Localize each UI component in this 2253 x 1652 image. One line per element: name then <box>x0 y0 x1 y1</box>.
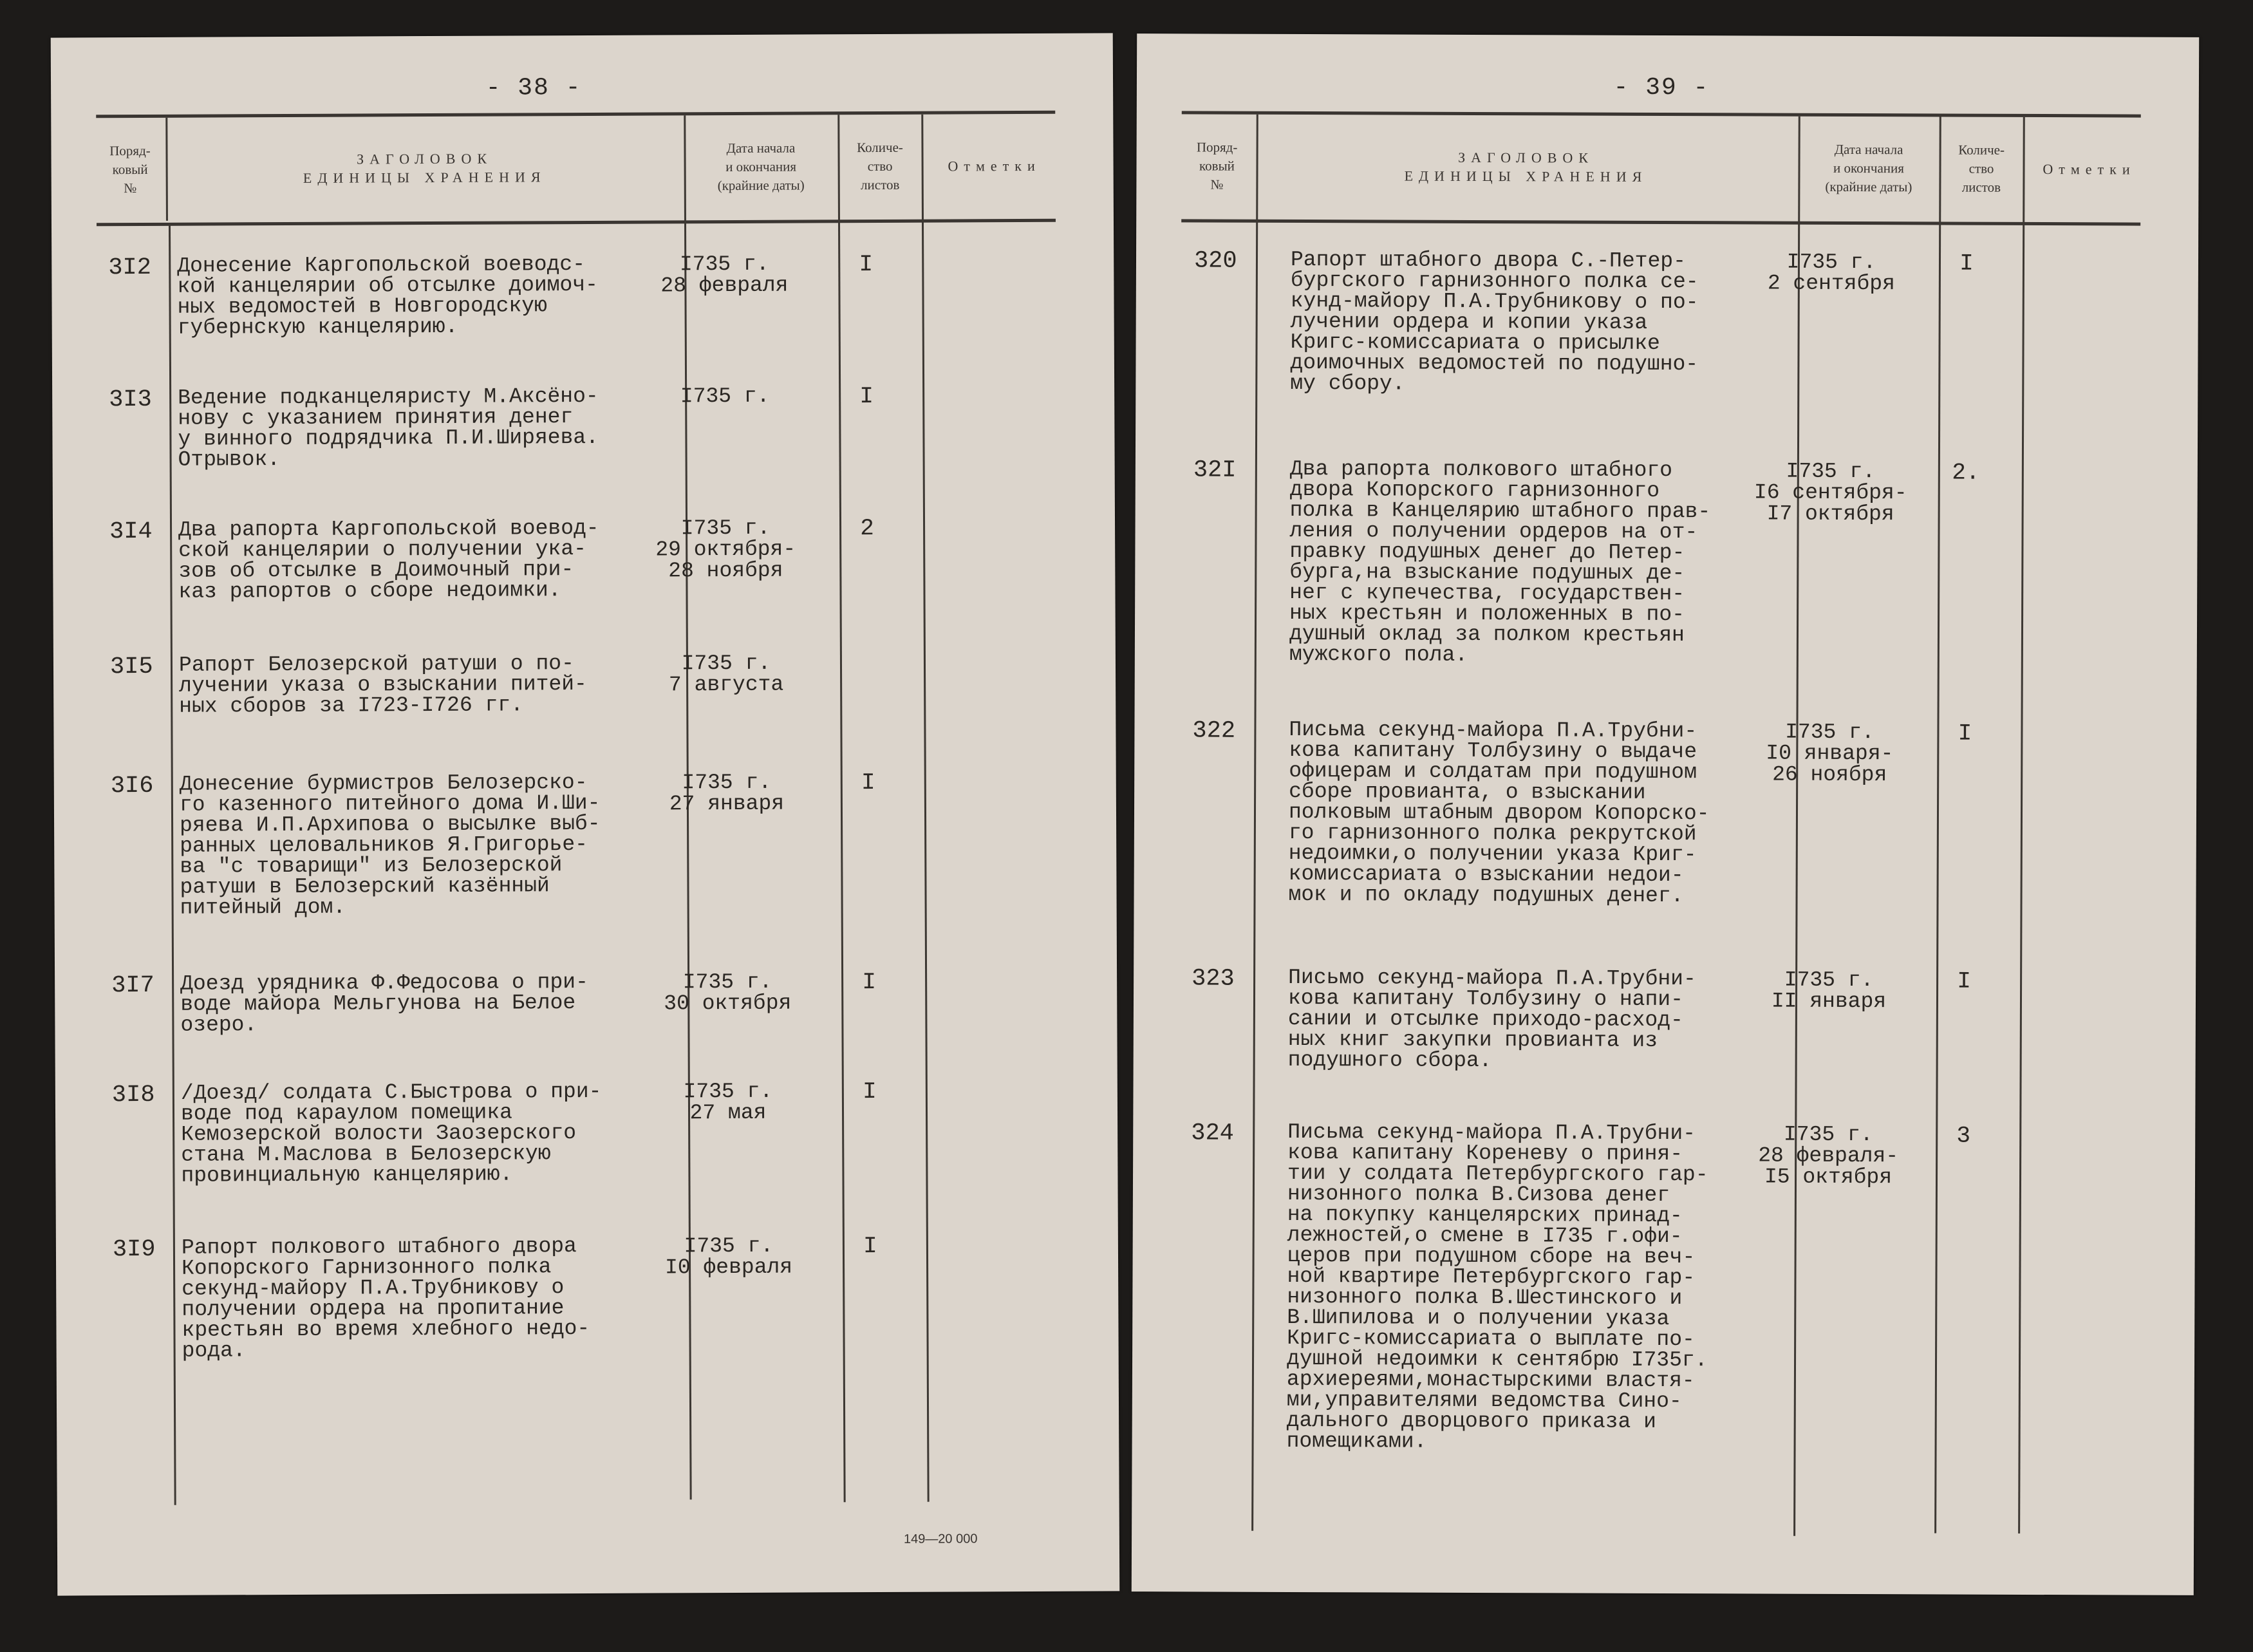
table-row <box>1134 965 2196 1073</box>
header-top-rule <box>96 111 1055 118</box>
row-dates: I735 г. 28 февраля <box>660 252 789 298</box>
table-row <box>51 251 1114 340</box>
header-title: ЗАГОЛОВОК ЕДИНИЦЫ ХРАНЕНИЯ <box>1404 149 1648 185</box>
row-sheets: 3 <box>1956 1122 1971 1149</box>
table-row <box>53 515 1115 604</box>
header-sheets: Количе- ство листов <box>857 139 903 192</box>
row-sheets: I <box>863 1233 877 1260</box>
row-sheets: I <box>862 969 877 996</box>
column-divider <box>1251 115 1258 1531</box>
header-notes: Отметки <box>948 157 1041 174</box>
row-dates: I735 г. 27 января <box>669 770 785 816</box>
row-dates: I735 г. 27 мая <box>683 1079 773 1125</box>
row-title: Донесение Каргопольской воеводс- кой канцелярии об отсылке доимоч- ных ведомостей в Новгородскую губернскую канцелярию. <box>177 252 599 340</box>
table-row <box>1133 1120 2195 1454</box>
row-title: Два рапорта Каргопольской воевод- ской канцелярии о получении ука- зов об отсылке в Доимочный при- каз рапортов о сборе недоимки. <box>178 516 599 604</box>
row-sheets: I <box>1958 720 1972 747</box>
header-title: ЗАГОЛОВОК ЕДИНИЦЫ ХРАНЕНИЯ <box>303 150 547 186</box>
row-number: 324 <box>1191 1120 1234 1147</box>
row-sheets: I <box>1959 250 1974 277</box>
row-number: 3I5 <box>109 653 153 681</box>
row-dates: I735 г. <box>680 384 770 409</box>
row-dates: I735 г. I0 января- 26 ноября <box>1766 720 1894 787</box>
header-top-rule <box>1182 111 2141 117</box>
print-code: 149—20 000 <box>903 1532 978 1546</box>
row-dates: I735 г. 30 октября <box>664 970 792 1016</box>
row-title: Письмо секунд-майора П.А.Трубни- кова капитану Толбузину о напи- сании и отсылке приходо-расход- ных книг закупки провианта из подушного сбора. <box>1287 965 1696 1073</box>
row-sheets: I <box>859 251 874 278</box>
column-divider <box>1934 117 1941 1533</box>
row-sheets: I <box>862 1078 877 1105</box>
row-number: 3I3 <box>109 386 152 414</box>
row-title: Рапорт Белозерской ратуши о по- лучении указа о взыскании питей- ных сборов за I723-I726 гг. <box>178 652 587 718</box>
row-title: Письма секунд-майора П.А.Трубни- кова капитану Толбузину о выдаче офицерам и солдатам при подушном сборе провианта, о взыскании полковым штабным двором Копорско- го гарнизонного полка рекрутской недоимки,о получении указа Криг- комиссариата о взыскании недои- мок и по окладу подушных денег. <box>1288 717 1710 908</box>
row-sheets: I <box>1957 968 1971 995</box>
column-divider <box>169 224 176 1505</box>
row-title: Ведение подканцеляристу М.Аксёно- нову с указанием принятия денег у винного подрядчика П.И.Ширяева. Отрывок. <box>178 384 599 472</box>
row-number: 3I8 <box>111 1081 155 1109</box>
header-bottom-rule <box>1181 219 2140 225</box>
row-number: 3I2 <box>108 254 152 282</box>
table-row <box>54 769 1116 920</box>
header-dates: Дата начала и окончания (крайние даты) <box>1825 141 1912 194</box>
row-dates: I735 г. 2 сентября <box>1767 250 1895 296</box>
row-title: Донесение бурмистров Белозерско- го казенного питейного дома И.Ши- ряева И.П.Архипова о высылке выб- ранных целовальников Я.Григорье- ва "с товарищи" из Белозерской ратуши в Белозерский казённый питейный дом. <box>179 770 601 920</box>
page-number: - 38 - <box>485 74 582 102</box>
row-number: 323 <box>1192 965 1235 993</box>
row-title: /Доезд/ солдата С.Быстрова о при- воде под караулом помещика Кемозерской волости Заозерского стана М.Маслова в Белозерскую провинциальную канцелярию. <box>180 1079 602 1188</box>
column-divider <box>837 115 845 1502</box>
row-dates: I735 г. 28 февраля- I5 октября <box>1758 1122 1899 1190</box>
table-row <box>55 1078 1117 1188</box>
row-dates: I735 г. II января <box>1771 968 1887 1014</box>
table-row <box>1136 247 2198 396</box>
header-sheets: Количе- ство листов <box>1958 142 2005 195</box>
row-dates: I735 г. I0 февраля <box>664 1234 793 1280</box>
row-number: 322 <box>1192 717 1236 745</box>
row-dates: I735 г. I6 сентября- I7 октября <box>1753 459 1907 527</box>
column-divider <box>2018 117 2025 1534</box>
header-dates: Дата начала и окончания (крайние даты) <box>717 140 805 193</box>
row-number: 3I6 <box>110 772 154 800</box>
row-sheets: 2. <box>1952 459 1980 486</box>
header-notes: Отметки <box>2043 160 2136 178</box>
table-row <box>53 651 1116 718</box>
row-number: 3I4 <box>109 518 153 546</box>
header-number: Поряд- ковый № <box>1196 138 1238 192</box>
row-title: Доезд урядника Ф.Федосова о при- воде майора Мельгунова на Белое озеро. <box>180 970 588 1037</box>
row-number: 320 <box>1193 247 1237 275</box>
document-page-38 <box>51 33 1120 1595</box>
header-number: Поряд- ковый № <box>109 142 151 196</box>
row-sheets: I <box>859 383 874 410</box>
row-dates: I735 г. 29 октября- 28 ноября <box>655 516 796 583</box>
table-row <box>55 969 1117 1037</box>
document-page-39 <box>1132 33 2199 1595</box>
table-row <box>56 1233 1118 1363</box>
row-number: 3I7 <box>111 971 154 1000</box>
row-dates: I735 г. 7 августа <box>668 651 784 697</box>
row-title: Два рапорта полкового штабного двора Копорского гарнизонного полка в Канцелярию штабного прав- ления о получении ордеров на от- правку подушных денег до Петер- бурга,на взыскание подушных де- нег с купечества, государствен- ных крестьян и положенных в по- душный оклад за полком крестьян мужского пола. <box>1289 456 1711 667</box>
table-row <box>1135 717 2197 908</box>
table-row <box>52 383 1114 472</box>
row-title: Письма секунд-майора П.А.Трубни- кова капитану Кореневу о приня- тии у солдата Петербургского гар- низонного полка В.Сизова денег на покупку канцелярских принад- лежностей,о смене в I735 г.офи- церов при подушном сборе на веч- ной квартире Петербургского гар- низонного полка В.Шестинского и В.Шипилова и о получении указа Кригс-комиссариата о выплате по- душной недоимки к сентябрю I735г. архиереями,монастырскими властя- ми,управителями ведомства Сино- дального дворцового приказа и помещиками. <box>1286 1120 1708 1454</box>
row-number: 32I <box>1193 456 1237 484</box>
row-title: Рапорт полкового штабного двора Копорского Гарнизонного полка секунд-майору П.А.Трубникову о получении ордера на пропитание крестьян во время хлебного недо- рода. <box>181 1234 590 1363</box>
column-divider <box>921 115 929 1502</box>
row-title: Рапорт штабного двора С.-Петер- бургского гарнизонного полка се- кунд-майору П.А.Трубникову о по- лучении ордера и копии указа Кригс-комиссариата о присылке доимочных ведомостей по подушно- му сбору. <box>1290 247 1699 396</box>
row-sheets: 2 <box>860 515 874 542</box>
header-bottom-rule <box>97 219 1056 227</box>
table-row <box>1136 456 2198 667</box>
row-sheets: I <box>861 769 875 796</box>
page-number: - 39 - <box>1613 73 1710 102</box>
row-number: 3I9 <box>112 1235 156 1264</box>
